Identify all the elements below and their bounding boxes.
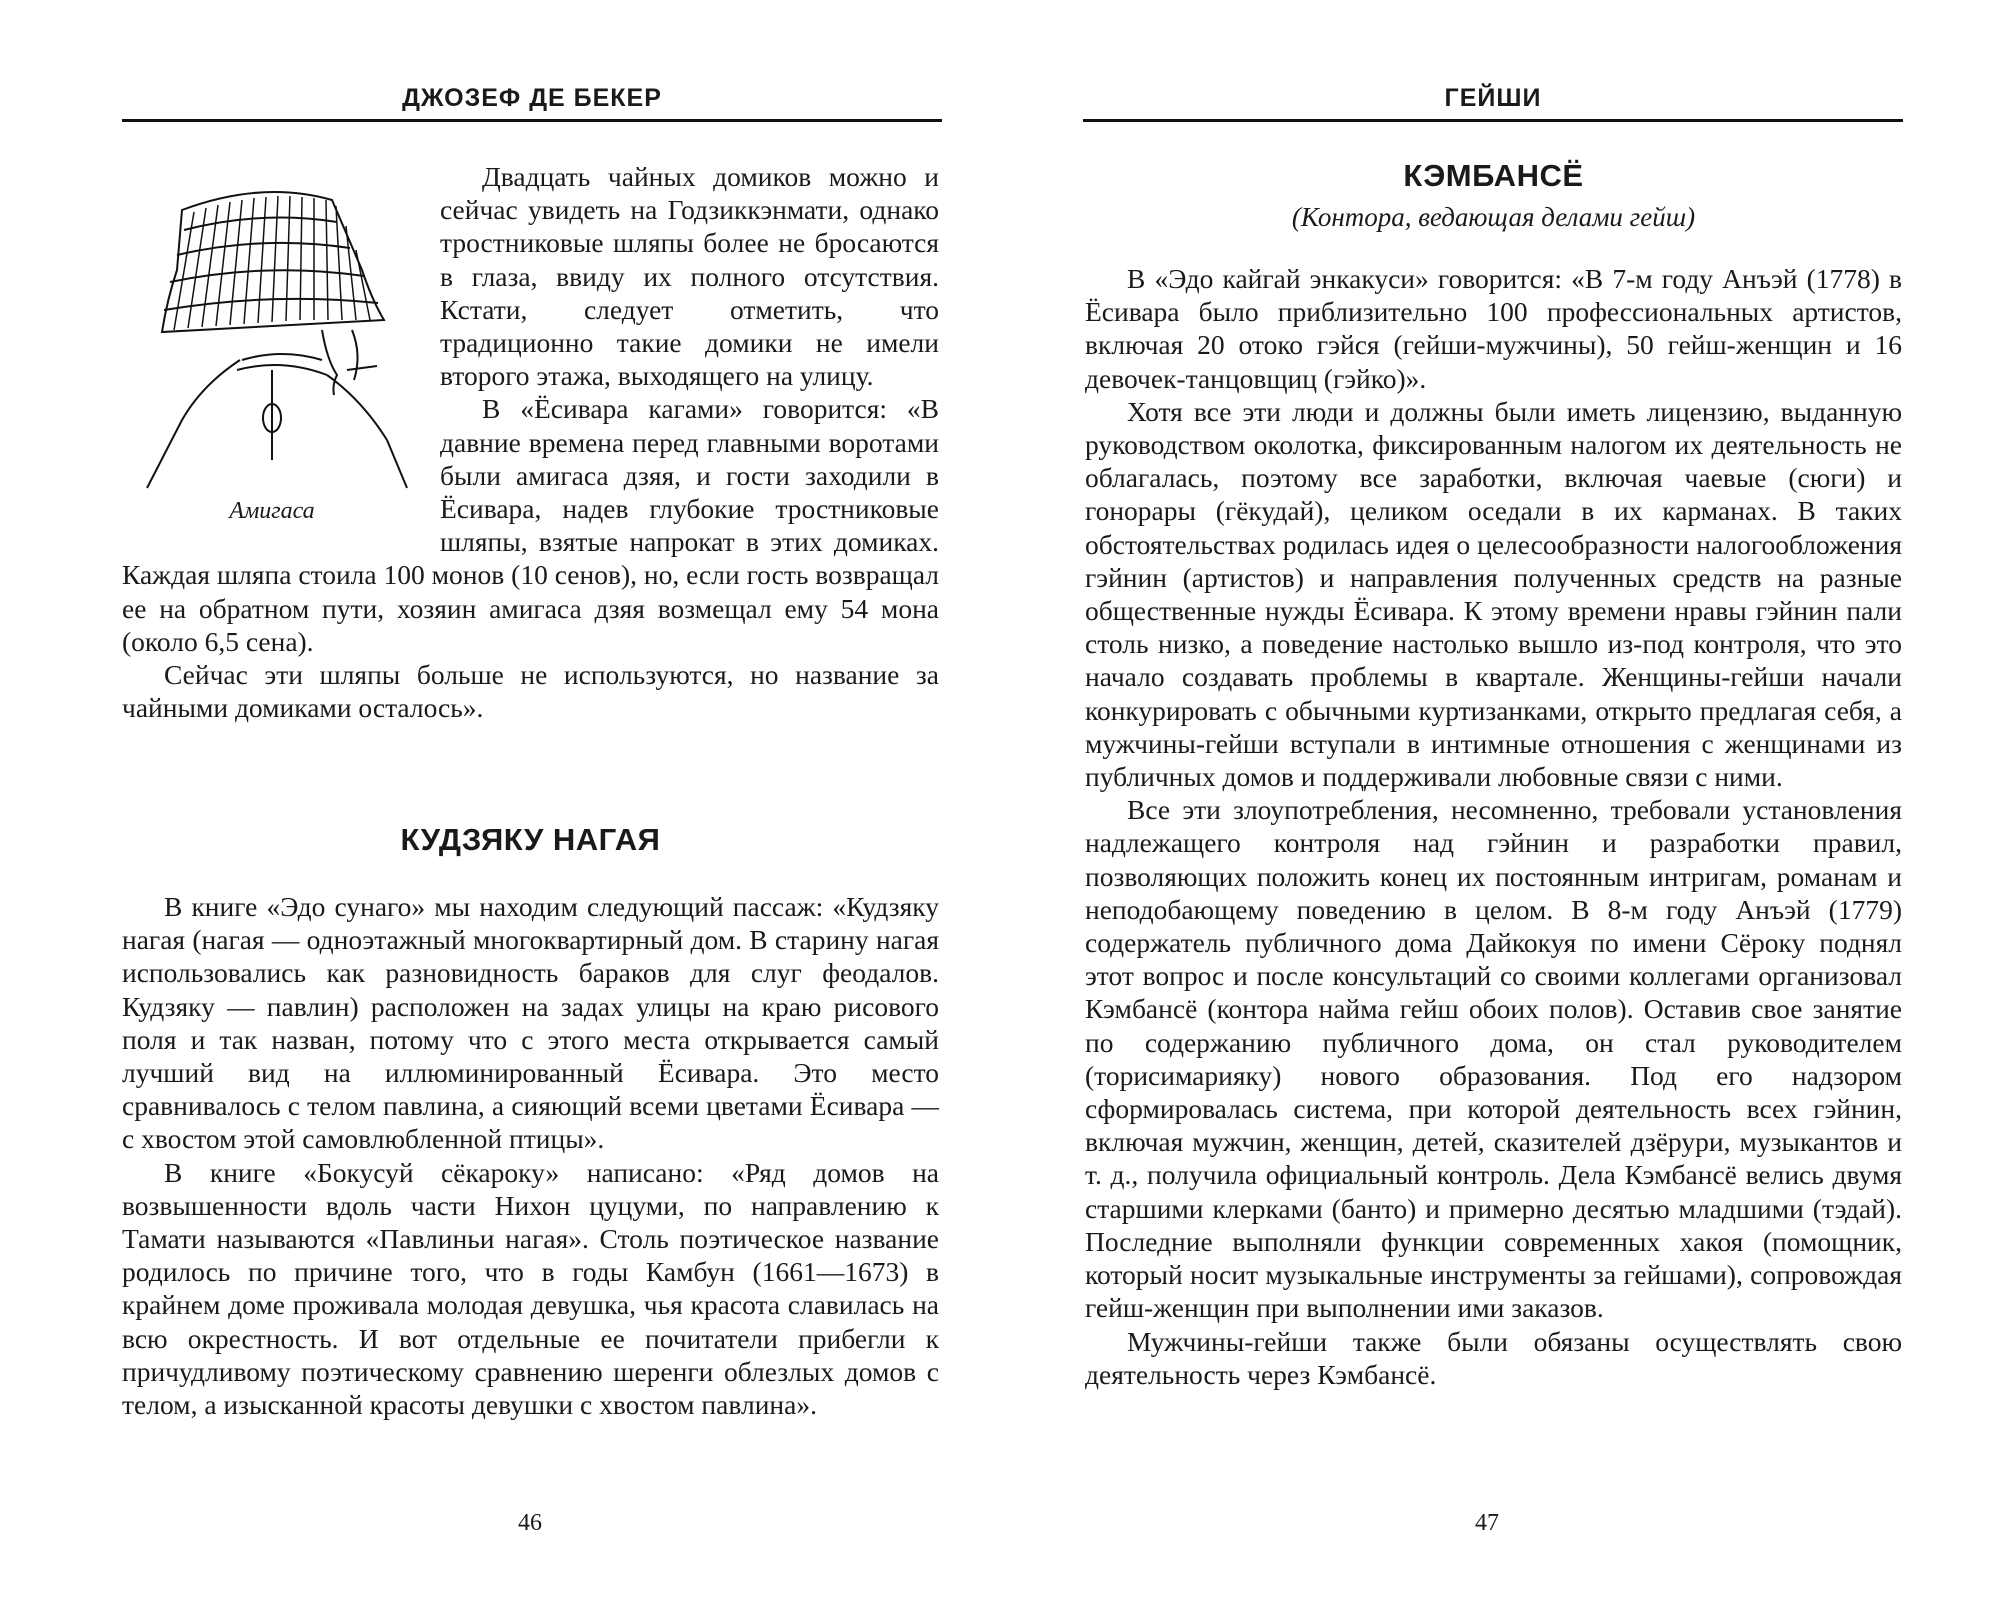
paragraph: В «Ёсивара кагами» говорится: «В давние времена перед главными воротами были амигаса дзяя, и гости заходили в Ёсивара, надев глубокие тростниковые шляпы, взятые напрокат в этих домиках. Каждая шляпа стоила 100 монов (10 сенов), но, если гость возвращал ее на обратном пути, хозяин амигаса дзяя возмещал ему 54 мона (около 6,5 сена). bbox=[122, 393, 939, 657]
figure-caption: Амигаса bbox=[229, 498, 315, 524]
paragraph: Все эти злоупотребления, несомненно, требовали установления надлежащего контроля над гэйнин и разработки правил, позволяющих положить конец их постоянным интригам, романам и неподобающему поведению в целом. В 8-м году Анъэй (1779) содержатель публичного дома Дайкокуя по имени Сёроку поднял этот вопрос и после консультаций со своими коллегами организовал Кэмбансё (контора найма гейш обоих полов). Оставив свое занятие по содержанию публичного дома, он стал руководителем (торисимарияку) нового образования. Под его надзором сформировалась система, при которой деятельность всех гэйнин, включая мужчин, женщин, детей, сказителей дзёрури, музыкантов и т. д., получила официальный контроль. Дела Кэмбансё велись двумя старшими клерками (банто) и примерно десятью младшими (тэдай). Последние выполняли функции современных хакоя (помощник, который носит музыкальные инструменты за гейшами), сопровождая гейш-женщин при выполнении ими заказов. bbox=[1085, 794, 1902, 1324]
running-head-right: ГЕЙШИ bbox=[1444, 84, 1542, 112]
header-rule-right bbox=[1083, 119, 1903, 122]
paragraph: В книге «Эдо сунаго» мы находим следующий пассаж: «Кудзяку нагая (нагая — одноэтажный многоквартирный дом. В старину нагая использовались как разновидность бараков для слуг феодалов. Кудзяку — павлин) расположен на задах улицы на краю рисового поля и так назван, потому что с этого места открывается самый лучший вид на иллюминированный Ёсивара. Это место сравнивалось с телом павлина, а сияющий всеми цветами Ёсивара — с хвостом этой самовлюбленной птицы». bbox=[122, 891, 939, 1155]
header-rule-left bbox=[122, 119, 942, 122]
right-text bbox=[1085, 262, 1902, 1391]
left-bottom-text bbox=[122, 890, 939, 1421]
page-number-right: 47 bbox=[1475, 1510, 1499, 1536]
section-subtitle: (Контора, ведающая делами гейш) bbox=[1291, 202, 1696, 232]
paragraph: Мужчины-гейши также были обязаны осуществлять свою деятельность через Кэмбансё. bbox=[1085, 1325, 1902, 1390]
section-title-kembanse: КЭМБАНСЁ bbox=[1403, 158, 1584, 193]
paragraph: Двадцать чайных домиков можно и сейчас увидеть на Годзиккэнмати, однако тростниковые шляпы более не бросаются в глаза, ввиду их полного отсутствия. Кстати, следует отметить, что традиционно такие домики не имели второго этажа, выходящего на улицу. bbox=[440, 161, 939, 392]
paragraph: Хотя все эти люди и должны были иметь лицензию, выданную руководством околотка, фиксированным налогом их деятельность не облагалась, поэтому все заработки, включая чаевые (сюги) и гонорары (гёкудай), целиком оседали в их карманах. В таких обстоятельствах родилась идея о целесообразности налогообложения гэйнин (артистов) и направления полученных средств на разные общественные нужды Ёсивара. К этому времени нравы гэйнин пали столь низко, а поведение настолько вышло из-под контроля, что это начало создавать проблемы в квартале. Женщины-гейши начали конкурировать с обычными куртизанками, открыто предлагая себя, а мужчины-гейши вступали в интимные отношения с женщинами из публичных домов и поддерживали любовные связи с ними. bbox=[1085, 395, 1902, 793]
section-title-kudzyaku: КУДЗЯКУ НАГАЯ bbox=[400, 822, 661, 857]
amigasa-illustration bbox=[122, 170, 422, 500]
running-head-left: ДЖОЗЕФ ДЕ БЕКЕР bbox=[402, 84, 662, 112]
paragraph: В книге «Бокусуй сёкароку» написано: «Ряд домов на возвышенности вдоль части Нихон цуцуми, по направлению к Тамати называются «Павлиньи нагая». Столь поэтическое название родилось по причине того, что в годы Камбун (1661—1673) в крайнем доме проживала молодая девушка, чья красота славилась на всю окрестность. И вот отдельные ее почитатели прибегли к причудливому поэтическому сравнению шеренги облезлых домов с телом, а изысканной красоты девушки с хвостом павлина». bbox=[122, 1156, 939, 1421]
paragraph: Сейчас эти шляпы больше не используются, но название за чайными домиками осталось». bbox=[122, 659, 939, 724]
left-top-text bbox=[122, 160, 939, 724]
page-number-left: 46 bbox=[518, 1510, 542, 1536]
paragraph: В «Эдо кайгай энкакуси» говорится: «В 7-м году Анъэй (1778) в Ёсивара было приблизительно 100 профессиональных артистов, включая 20 отоко гэйся (гейши-мужчины), 50 гейш-женщин и 16 девочек-танцовщиц (гэйко)». bbox=[1085, 263, 1902, 394]
amigasa-figure bbox=[122, 160, 422, 550]
right-page bbox=[1000, 0, 2000, 1603]
